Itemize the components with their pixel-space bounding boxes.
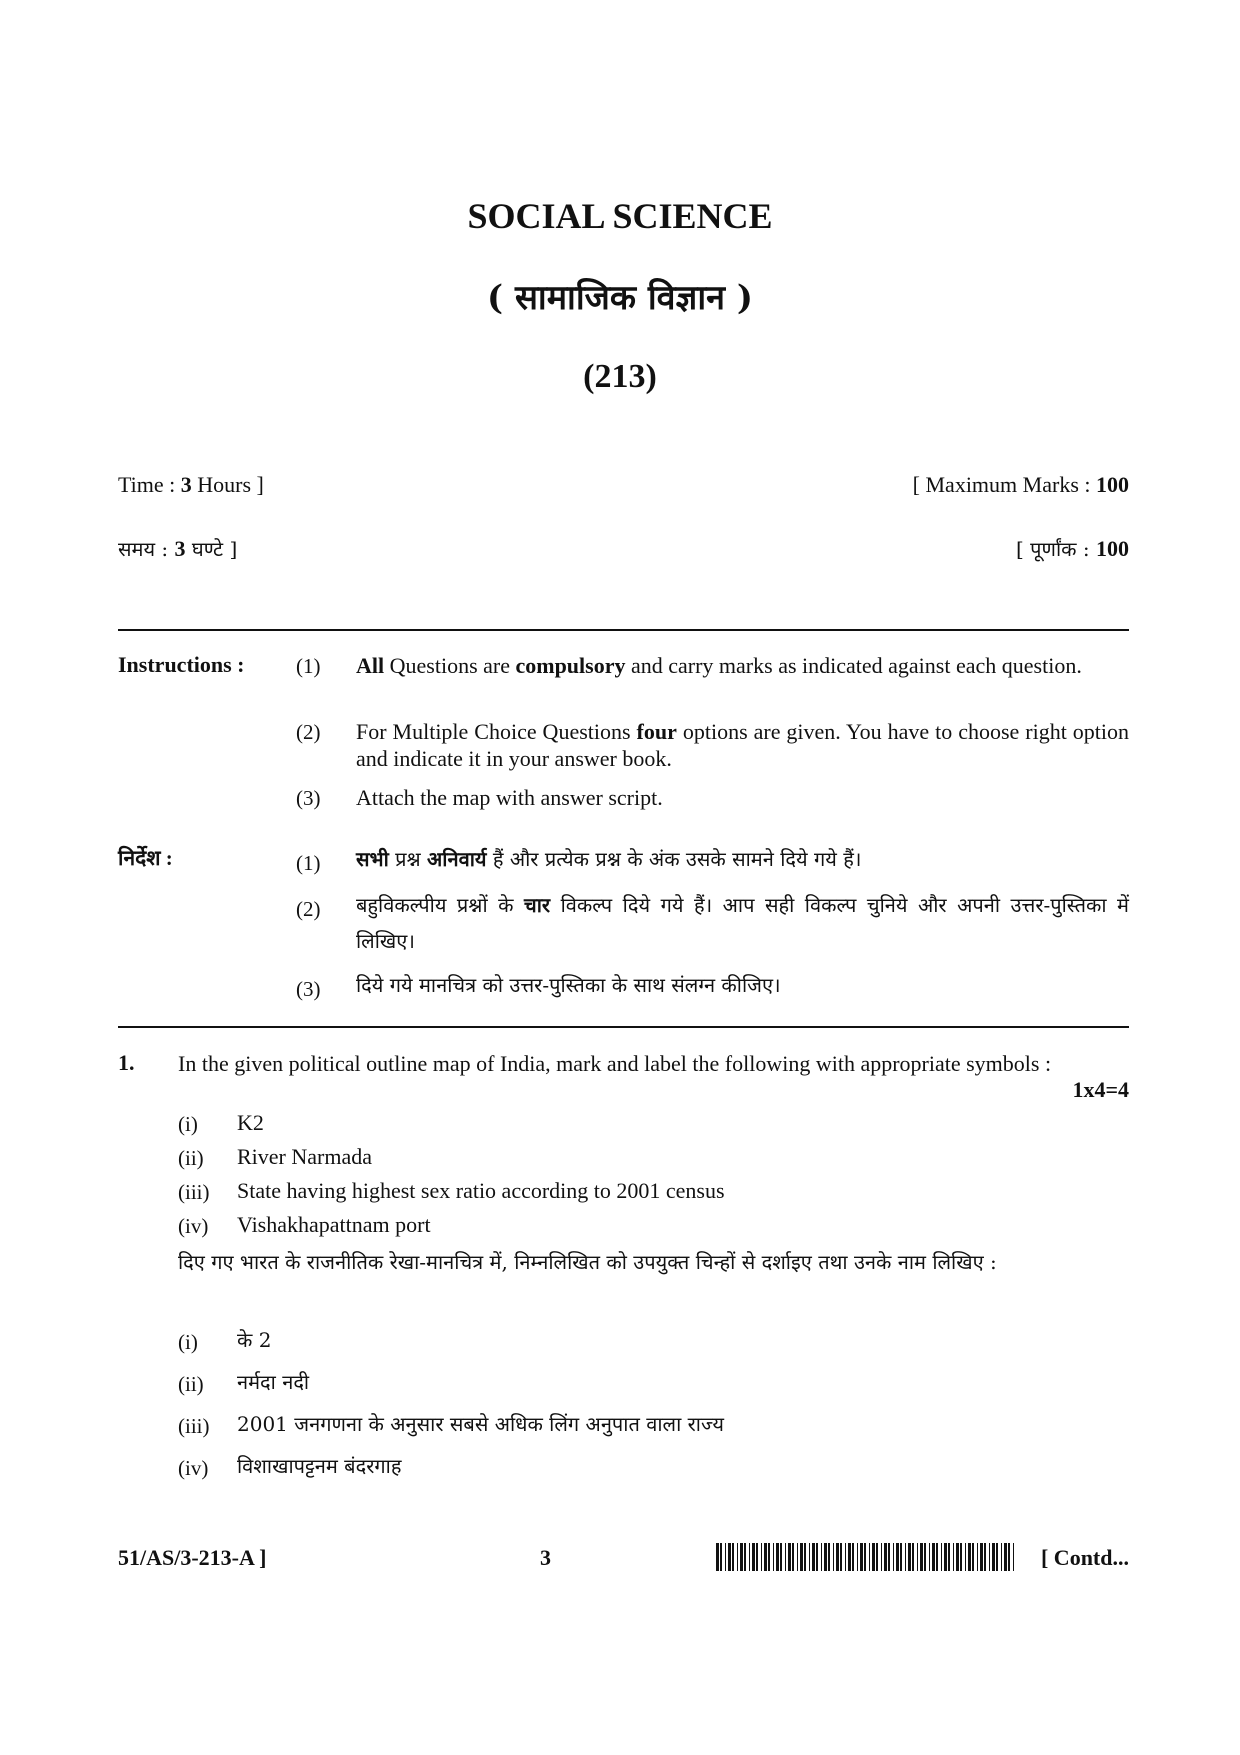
barcode-bar <box>845 1543 846 1571</box>
barcode-bar <box>872 1543 875 1571</box>
instruction-item: दिये गये मानचित्र को उत्तर-पुस्तिका के साथ संलग्न कीजिए। <box>356 973 781 997</box>
barcode-bar <box>764 1543 767 1571</box>
barcode-bar <box>785 1543 786 1571</box>
max-marks-english: [ Maximum Marks : 100 <box>912 472 1129 497</box>
instruction-number: (2) <box>296 897 321 921</box>
max-marks-hindi: [ पूर्णांक : 100 <box>1016 536 1129 561</box>
barcode-bar <box>908 1543 911 1571</box>
question-text-hindi: दिए गए भारत के राजनीतिक रेखा-मानचित्र में, निम्नलिखित को उपयुक्त चिन्हों से दर्शाइए तथा उनके नाम लिखिए : <box>178 1250 997 1274</box>
barcode-bar <box>960 1543 962 1571</box>
instruction-number: (1) <box>296 654 321 678</box>
barcode-bar <box>797 1543 798 1571</box>
barcode-bar <box>912 1543 914 1571</box>
barcode-bar <box>848 1543 851 1571</box>
option-text: के 2 <box>237 1328 272 1352</box>
option-text: K2 <box>237 1110 264 1135</box>
barcode-bar <box>857 1543 858 1571</box>
barcode-bar <box>941 1543 942 1571</box>
barcode-bar <box>936 1543 938 1571</box>
barcode-bar <box>881 1543 882 1571</box>
option-text: नर्मदा नदी <box>237 1370 310 1394</box>
barcode-bar <box>788 1543 791 1571</box>
barcode-bar <box>996 1543 998 1571</box>
barcode-bar <box>876 1543 878 1571</box>
barcode-bar <box>932 1543 935 1571</box>
barcode-bar <box>929 1543 930 1571</box>
barcode-bar <box>800 1543 803 1571</box>
barcode-bar <box>948 1543 950 1571</box>
paper-code: (213) <box>583 358 657 395</box>
barcode-bar <box>852 1543 854 1571</box>
option-text: River Narmada <box>237 1144 372 1169</box>
footer-paper-code: 51/AS/3-213-A ] <box>118 1545 267 1570</box>
barcode-bar <box>744 1543 746 1571</box>
option-roman: (i) <box>178 1112 198 1136</box>
barcode-bar <box>1013 1543 1014 1571</box>
instructions-label-hindi: निर्देश : <box>118 846 173 870</box>
barcode-bar <box>737 1543 738 1571</box>
barcode-bar <box>720 1543 722 1571</box>
option-roman: (ii) <box>178 1372 204 1396</box>
option-roman: (iv) <box>178 1456 209 1480</box>
barcode-bar <box>821 1543 822 1571</box>
barcode-bar <box>980 1543 983 1571</box>
barcode-bar <box>864 1543 866 1571</box>
barcode-bar <box>749 1543 750 1571</box>
barcode-bar <box>972 1543 974 1571</box>
option-text: विशाखापट्टनम बंदरगाह <box>237 1454 402 1478</box>
option-roman: (i) <box>178 1330 198 1354</box>
barcode-bar <box>761 1543 762 1571</box>
instruction-number: (2) <box>296 720 321 744</box>
instructions-label-english: Instructions : <box>118 652 245 677</box>
instruction-item: Attach the map with answer script. <box>356 785 663 810</box>
time-hindi: समय : 3 घण्टे ] <box>118 536 238 561</box>
instruction-item: All Questions are compulsory and carry marks as indicated against each question. <box>356 653 1082 678</box>
paper-title: SOCIAL SCIENCE <box>467 196 773 236</box>
option-text: State having highest sex ratio according to 2001 census <box>237 1178 725 1203</box>
instruction-number: (3) <box>296 977 321 1001</box>
barcode-bar <box>860 1543 863 1571</box>
option-roman: (iii) <box>178 1414 210 1438</box>
question-marks: 1x4=4 <box>1072 1077 1129 1102</box>
barcode-bar <box>896 1543 899 1571</box>
barcode-bar <box>809 1543 810 1571</box>
barcode-bar <box>989 1543 990 1571</box>
barcode-bar <box>893 1543 894 1571</box>
instruction-item: सभी प्रश्न अनिवार्य हैं और प्रत्येक प्रश्न के अंक उसके सामने दिये गये हैं। <box>356 847 862 871</box>
barcode-bar <box>780 1543 782 1571</box>
barcode-bar <box>968 1543 971 1571</box>
barcode-bar <box>869 1543 870 1571</box>
barcode-bar <box>956 1543 959 1571</box>
barcode-bar <box>1004 1543 1007 1571</box>
option-text: Vishakhapattnam port <box>237 1212 431 1237</box>
barcode-bar <box>836 1543 839 1571</box>
top-divider <box>118 629 1129 631</box>
barcode-bar <box>977 1543 978 1571</box>
barcode-bar <box>756 1543 758 1571</box>
barcode-bar <box>833 1543 834 1571</box>
barcode-bar <box>984 1543 986 1571</box>
barcode-bar <box>732 1543 734 1571</box>
barcode-bar <box>752 1543 755 1571</box>
barcode-bar <box>740 1543 743 1571</box>
barcode-bar <box>728 1543 731 1571</box>
barcode-bar <box>992 1543 995 1571</box>
barcode-bar <box>840 1543 842 1571</box>
barcode-bar <box>965 1543 966 1571</box>
barcode-bar <box>776 1543 779 1571</box>
barcode-bar <box>900 1543 902 1571</box>
barcode-bar <box>792 1543 794 1571</box>
barcode-bar <box>884 1543 887 1571</box>
barcode-bar <box>888 1543 890 1571</box>
continued-label: [ Contd... <box>1040 1545 1129 1570</box>
barcode-bar <box>905 1543 906 1571</box>
instruction-number: (1) <box>296 851 321 875</box>
question-text-english: In the given political outline map of India, mark and label the following with appropriate symbols : <box>178 1051 1052 1076</box>
barcode-bar <box>812 1543 815 1571</box>
barcode-bar <box>924 1543 926 1571</box>
paper-subtitle-hindi: ( सामाजिक विज्ञान ) <box>487 278 753 318</box>
barcode-bar <box>953 1543 954 1571</box>
barcode-bar <box>824 1543 827 1571</box>
barcode-bar <box>944 1543 947 1571</box>
page-number: 3 <box>540 1545 551 1570</box>
instruction-item: बहुविकल्पीय प्रश्नों के चार विकल्प दिये गये हैं। आप सही विकल्प चुनिये और अपनी उत्तर-पुस्तिका में लिखिए। <box>356 893 1129 953</box>
barcode-bar <box>917 1543 918 1571</box>
barcode-bar <box>816 1543 818 1571</box>
barcode-bar <box>768 1543 770 1571</box>
barcode-bar <box>773 1543 774 1571</box>
barcode-bar <box>725 1543 726 1571</box>
barcode-bar <box>920 1543 923 1571</box>
option-roman: (iv) <box>178 1214 209 1238</box>
option-roman: (ii) <box>178 1146 204 1170</box>
instruction-number: (3) <box>296 786 321 810</box>
barcode-bar <box>1001 1543 1002 1571</box>
barcode-icon <box>716 1543 1016 1571</box>
option-text: 2001 जनगणना के अनुसार सबसे अधिक लिंग अनुपात वाला राज्य <box>237 1412 725 1436</box>
time-english: Time : 3 Hours ] <box>118 472 264 497</box>
barcode-bar <box>828 1543 830 1571</box>
barcode-bar <box>804 1543 806 1571</box>
option-roman: (iii) <box>178 1180 210 1204</box>
instruction-item: For Multiple Choice Questions four options are given. You have to choose right option and indicate it in your answer book. <box>356 719 1130 771</box>
middle-divider <box>118 1026 1129 1028</box>
barcode-bar <box>1008 1543 1010 1571</box>
question-number: 1. <box>118 1050 135 1075</box>
barcode-bar <box>716 1543 719 1571</box>
